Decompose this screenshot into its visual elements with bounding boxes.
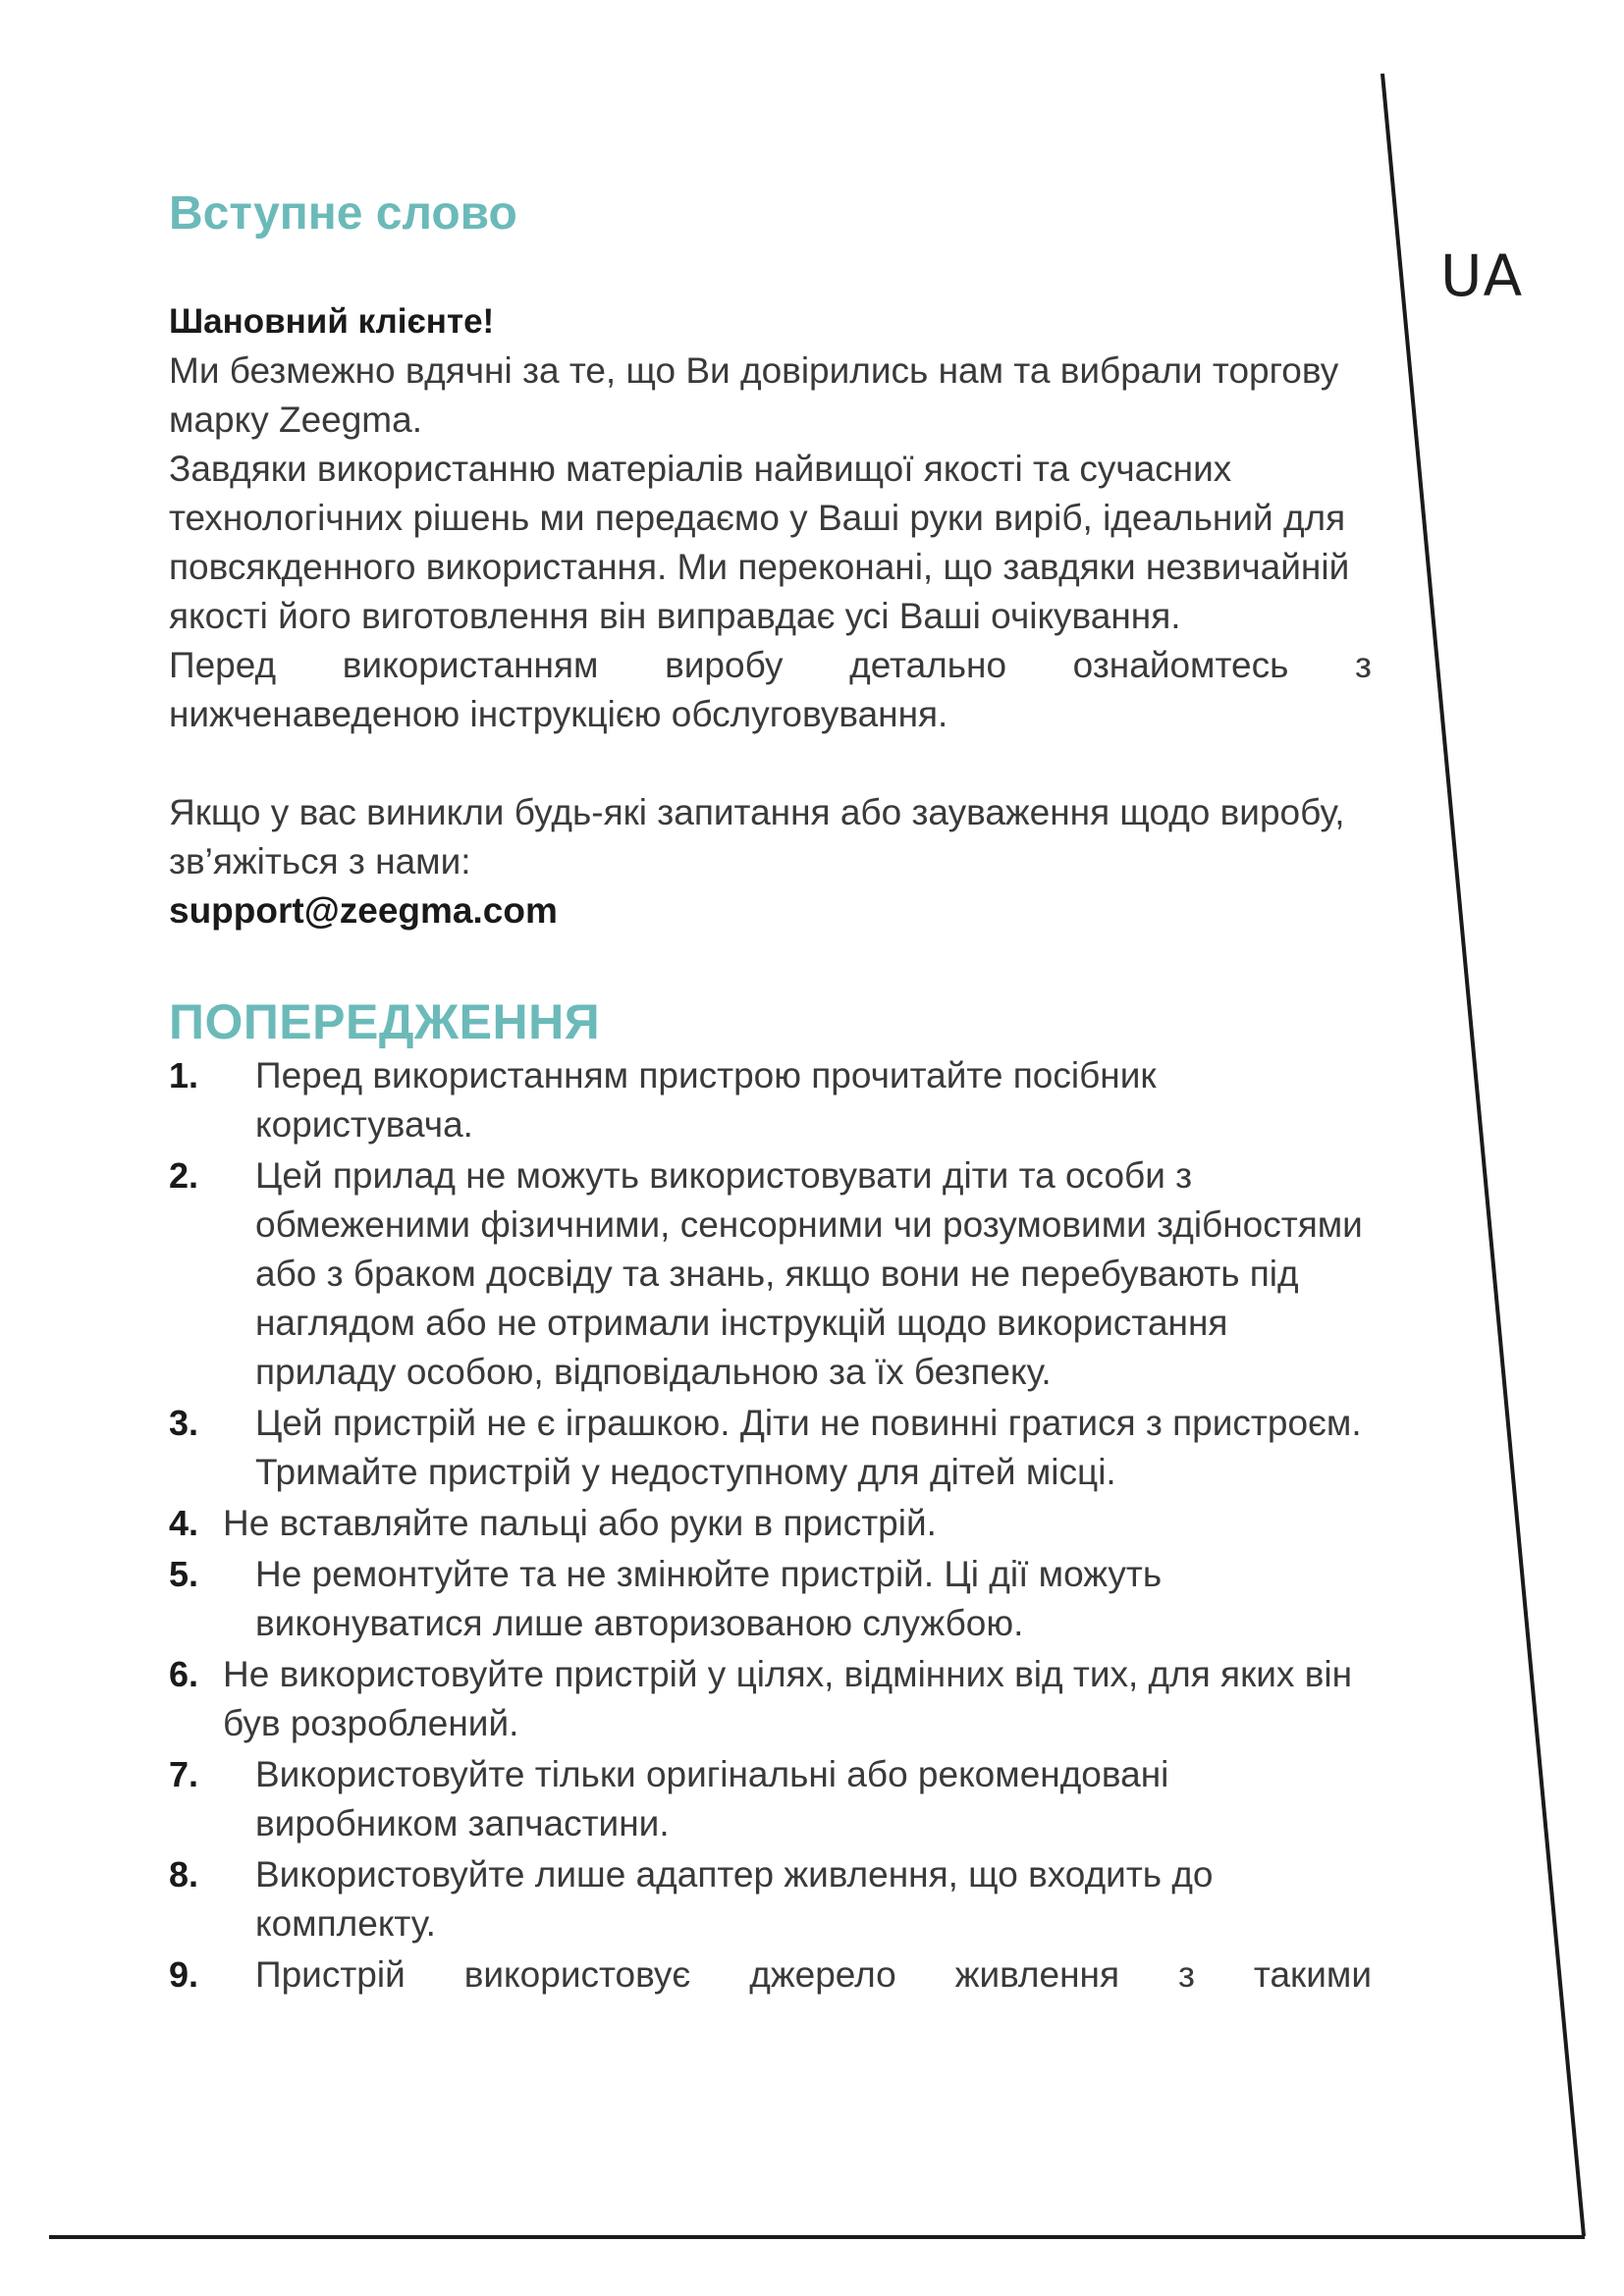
warning-item bbox=[169, 1499, 1372, 1548]
warning-text: Цей прилад не можуть використовувати діти та особи з обмеженими фізичними, сенсорними чи розумовими здібностями або з браком досвіду та знань, якщо вони не перебувають під наглядом або не отримали інструкцій щодо використання приладу особою, відповідальною за їх безпеку. bbox=[255, 1155, 1363, 1392]
language-tag: UA bbox=[1440, 242, 1524, 309]
warning-item bbox=[169, 1051, 1372, 1149]
warning-number: 3. bbox=[169, 1403, 199, 1443]
warning-number: 1. bbox=[169, 1055, 199, 1095]
intro-paragraph-1: Ми безмежно вдячні за те, що Ви довірились нам та вибрали торгову марку Zeegma. bbox=[169, 350, 1339, 440]
contact-text: Якщо у вас виникли будь-які запитання або зауваження щодо виробу, зв’яжіться з нами: bbox=[169, 792, 1345, 881]
warning-item bbox=[169, 1650, 1372, 1748]
warning-item bbox=[169, 1750, 1372, 1848]
warning-text: Пристрій використовує джерело живлення з такими bbox=[255, 1954, 1372, 1995]
warning-number: 7. bbox=[169, 1754, 199, 1794]
warning-number: 2. bbox=[169, 1155, 199, 1196]
warning-text: Не ремонтуйте та не змінюйте пристрій. Ці дії можуть виконуватися лише авторизованою службою. bbox=[255, 1554, 1163, 1643]
slanted-margin-line bbox=[1382, 74, 1584, 2236]
warning-text: Використовуйте тільки оригінальні або рекомендовані виробником запчастини. bbox=[255, 1754, 1169, 1843]
intro-paragraph-2: Завдяки використанню матеріалів найвищої якості та сучасних технологічних рішень ми передаємо у Ваші руки виріб, ідеальний для повсякденного використання. Ми переконані, що завдяки незвичайній якості його виготовлення він виправдає усі Ваші очікування. bbox=[169, 449, 1350, 636]
intro-paragraph-3: Перед використанням виробу детально ознайомтесь з нижченаведеною інструкцією обслуговування. bbox=[169, 645, 1372, 734]
warning-number: 8. bbox=[169, 1854, 199, 1895]
warning-number: 5. bbox=[169, 1554, 199, 1594]
warning-text: Перед використанням пристрою прочитайте посібник користувача. bbox=[255, 1055, 1157, 1145]
intro-heading: Вступне слово bbox=[169, 187, 517, 240]
warning-text: Цей пристрій не є іграшкою. Діти не повинні гратися з пристроєм. Тримайте пристрій у недоступному для дітей місці. bbox=[255, 1403, 1362, 1492]
warning-number: 6. bbox=[169, 1654, 199, 1694]
warning-text: Використовуйте лише адаптер живлення, що входить до комплекту. bbox=[255, 1854, 1214, 1944]
warning-number: 4. bbox=[169, 1503, 199, 1543]
warning-text: Не використовуйте пристрій у цілях, відмінних від тих, для яких він був розроблений. bbox=[223, 1654, 1353, 1743]
warning-item bbox=[169, 1399, 1372, 1497]
greeting-text: Шановний клієнте! bbox=[169, 302, 495, 341]
warning-text: Не вставляйте пальці або руки в пристрій. bbox=[223, 1503, 937, 1543]
warning-number: 9. bbox=[169, 1954, 199, 1995]
warning-item bbox=[169, 1151, 1372, 1397]
warnings-list bbox=[169, 1051, 1372, 2000]
support-email: support@zeegma.com bbox=[169, 890, 558, 931]
warning-item bbox=[169, 1550, 1372, 1648]
page-content bbox=[169, 182, 1372, 2002]
warning-item bbox=[169, 1850, 1372, 1949]
warning-item bbox=[169, 1950, 1372, 2000]
warnings-heading: ПОПЕРЕДЖЕННЯ bbox=[169, 994, 601, 1049]
paragraph-spacer bbox=[169, 739, 1372, 788]
